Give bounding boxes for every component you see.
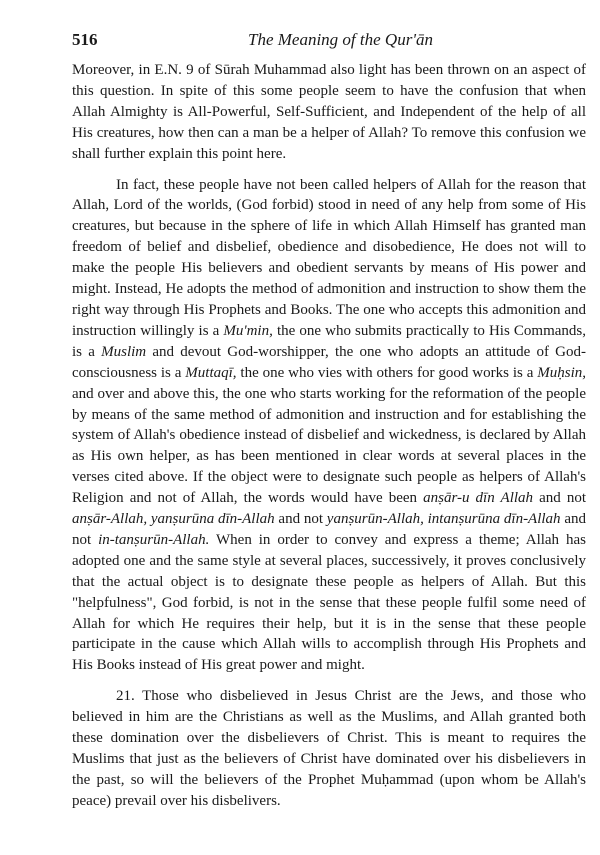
text-run: and devout God-worshipper, the one who adopts an attitude of God-consciousness is a — [72, 343, 586, 381]
text-run: 21. Those who disbelieved in Jesus Christ are the Jews, and those who believed in him are the Christians as well as the Muslims, and Allah granted both these domination over the disbelievers of Christ. This is meant to requires the Muslims that just as the believers of Christ have dominated over his disbelievers in the past, so will the believers of the Prophet Muḥammad (upon whom be Allah's peace) prevail over his disbelivers. — [72, 688, 586, 809]
text-run: In fact, these people have not been called helpers of Allah for the reason that Allah, Lord of the worlds, (God forbid) stood in need of any help from some of His creatures, but because in the sphere of life in which Allah Himself has granted man freedom of belief and disbelief, obedience and disobedience, He does not will to make the people His believers and obedient servants by means of His power and might. Instead, He adopts the method of admonition and instruction to show them the right way through His Prophets and Books. The one who accepts this admonition and instruction willingly is a — [72, 176, 586, 339]
term-ansar-allah: anṣār-Allah, yanṣurūna dīn-Allah — [72, 511, 275, 528]
text-run: and not — [72, 511, 586, 548]
text-run: and over and above this, the one who starts working for the reformation of the people by means of the same method of admonition and instruction and for establishing the system of Allah's obedience instead of disbelief and wickedness, is declared by Allah as His own helper, as has been mentioned in clear words at several places in the verses cited above. If the object were to designate such people as helpers of Allah's Religion and not of Allah, the words would have been — [72, 385, 586, 507]
term-in-tansurun-allah: in-tanṣurūn-Allah. — [98, 531, 210, 548]
text-run: and not — [274, 511, 327, 528]
page-number: 516 — [72, 30, 98, 49]
text-run: the one who submits practically to His Commands, is a — [72, 322, 586, 360]
running-title: The Meaning of the Qur'ān — [248, 30, 433, 49]
text-run: and not — [533, 490, 587, 507]
term-ansar-u-din-allah: anṣār-u dīn Allah — [423, 490, 534, 507]
term-muttaqi: Muttaqī, — [185, 364, 237, 381]
term-muslim: Muslim — [101, 343, 147, 360]
page-header — [72, 30, 584, 54]
term-muhsin: Muḥsin, — [537, 364, 586, 381]
paragraph-helpers-of-allah — [72, 175, 586, 677]
body-text — [72, 60, 586, 812]
paragraph-continuation — [72, 60, 586, 165]
text-run: When in order to convey and express a theme; Allah has adopted one and the same style at several places, successively, it proves conclusively that the actual object is to designate these people as helpers of Allah. But this "helpfulness", God forbid, is not in the sense that these people fulfil some need of Allah for which He requires their help, but it is in the sense that these people participate in the cause which Allah wills to accomplish through His Prophets and His Books instead of His great power and might. — [72, 531, 586, 674]
text-run: Moreover, in E.N. 9 of Sūrah Muhammad also light has been thrown on an aspect of this question. In spite of this some people seem to have the confusion that when Allah Almighty is All-Powerful, Self-Sufficient, and Independent of the help of all His creatures, how then can a man be a helper of Allah? To remove this confusion we shall further explain this point here. — [72, 62, 586, 162]
term-yansurun-allah: yanṣurūn-Allah, intanṣurūna dīn-Allah — [326, 511, 561, 528]
text-run: the one who vies with others for good works is a — [236, 364, 538, 381]
paragraph-note-21 — [72, 686, 586, 811]
term-mumin: Mu'min, — [223, 322, 273, 339]
